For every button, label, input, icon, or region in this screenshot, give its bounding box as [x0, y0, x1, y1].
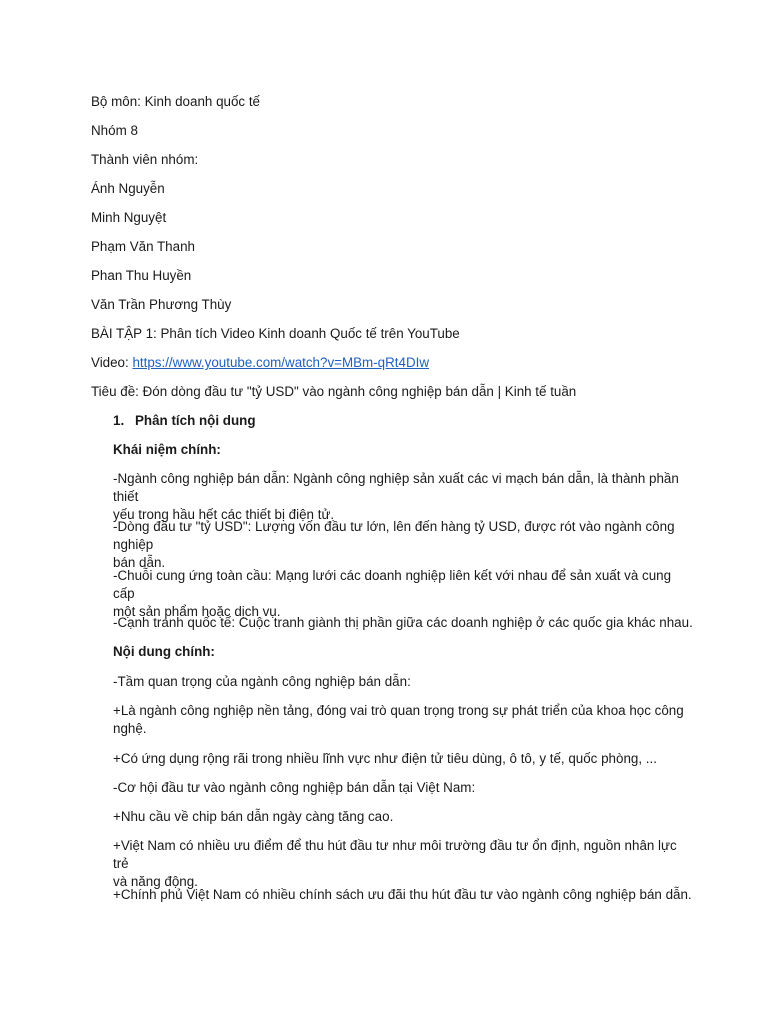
content-line: -Tầm quan trọng của ngành công nghiệp bán dẫn:: [113, 674, 411, 689]
members-label: Thành viên nhóm:: [91, 152, 199, 167]
section-number: 1.: [113, 413, 125, 428]
video-link[interactable]: https://www.youtube.com/watch?v=MBm-qRt4DIw: [132, 355, 430, 370]
concept-paragraph: [113, 518, 693, 572]
member-name: Ánh Nguyễn: [91, 181, 165, 196]
content-line: -Cơ hội đầu tư vào ngành công nghiệp bán dẫn tại Việt Nam:: [113, 780, 476, 795]
concept-line: một sản phẩm hoặc dịch vụ.: [113, 604, 281, 619]
concept-line: -Cạnh tranh quốc tế: Cuộc tranh giành thị phần giữa các doanh nghiệp ở các quốc gia khác nhau.: [113, 615, 693, 630]
content-paragraph: [113, 886, 693, 904]
section-title: Phân tích nội dung: [135, 413, 256, 428]
content-line: +Chính phủ Việt Nam có nhiều chính sách ưu đãi thu hút đầu tư vào ngành công nghiệp bán dẫn.: [113, 887, 692, 902]
content-line: +Là ngành công nghiệp nền tảng, đóng vai trò quan trọng trong sự phát triển của khoa học công: [113, 703, 684, 718]
content-line: nghệ.: [113, 721, 147, 736]
member-name: Phạm Văn Thanh: [91, 239, 195, 254]
video-label: Video:: [91, 355, 133, 370]
group-line: Nhóm 8: [91, 123, 138, 138]
subject-line: Bộ môn: Kinh doanh quốc tế: [91, 94, 260, 109]
content-line: và năng động.: [113, 874, 198, 889]
concept-line: yếu trong hầu hết các thiết bị điện tử.: [113, 507, 335, 522]
section-heading: [113, 412, 256, 430]
member-name: Văn Trần Phương Thùy: [91, 297, 232, 312]
content-paragraph: [113, 702, 693, 738]
content-paragraph: [113, 673, 693, 691]
content-paragraph: [113, 750, 693, 768]
member-name: Minh Nguyệt: [91, 210, 167, 225]
video-line: [91, 354, 429, 372]
video-title: Tiêu đề: Đón dòng đầu tư "tỷ USD" vào ngành công nghiệp bán dẫn | Kinh tế tuần: [91, 384, 577, 399]
concepts-heading: Khái niệm chính:: [113, 442, 221, 457]
content-heading: Nội dung chính:: [113, 644, 215, 659]
concept-paragraph: [113, 567, 693, 621]
content-paragraph: [113, 779, 693, 797]
concept-paragraph: [113, 614, 693, 632]
content-line: +Có ứng dụng rộng rãi trong nhiều lĩnh vực như điện tử tiêu dùng, ô tô, y tế, quốc phòng, ...: [113, 751, 657, 766]
content-paragraph: [113, 837, 693, 891]
member-name: Phan Thu Huyền: [91, 268, 192, 283]
content-paragraph: [113, 808, 693, 826]
content-line: +Nhu cầu về chip bán dẫn ngày càng tăng cao.: [113, 809, 394, 824]
concept-line: -Ngành công nghiệp bán dẫn: Ngành công nghiệp sản xuất các vi mạch bán dẫn, là thành phần thiết: [113, 471, 679, 504]
assignment-title: BÀI TẬP 1: Phân tích Video Kinh doanh Quốc tế trên YouTube: [91, 326, 460, 341]
concept-line: -Dòng đầu tư "tỷ USD": Lượng vốn đầu tư lớn, lên đến hàng tỷ USD, được rót vào ngành công nghiệp: [113, 519, 675, 552]
concept-paragraph: [113, 470, 693, 524]
content-line: +Việt Nam có nhiều ưu điểm để thu hút đầu tư như môi trường đầu tư ổn định, nguồn nhân lực trẻ: [113, 838, 677, 871]
concept-line: -Chuỗi cung ứng toàn cầu: Mạng lưới các doanh nghiệp liên kết với nhau để sản xuất và cung cấp: [113, 568, 672, 601]
concept-line: bán dẫn.: [113, 555, 166, 570]
